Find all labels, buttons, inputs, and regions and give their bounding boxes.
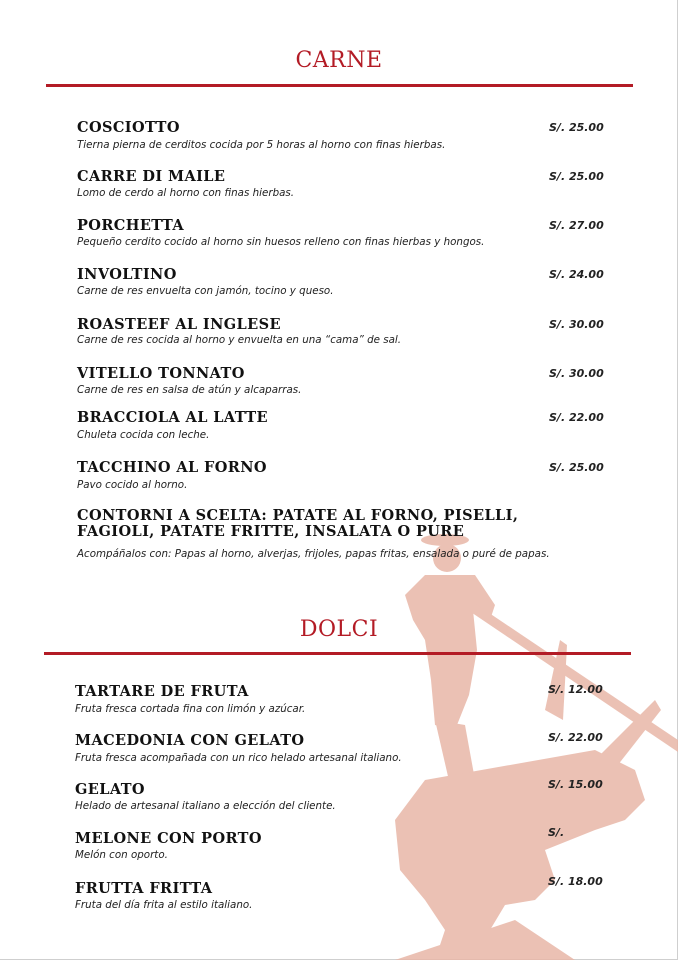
item-description: Pequeño cerdito cocido al horno sin huesos relleno con finas hierbas y hongos. bbox=[77, 236, 485, 248]
item-price: S/. 12.00 bbox=[548, 683, 603, 696]
contorni-title: CONTORNI A SCELTA: PATATE AL FORNO, PISELLI, FAGIOLI, PATATE FRITTE, INSALATA O PURE bbox=[77, 507, 519, 540]
item-name: CARRE DI MAILE bbox=[77, 168, 226, 185]
item-name: ROASTEEF AL INGLESE bbox=[77, 316, 281, 333]
item-name: MACEDONIA CON GELATO bbox=[75, 732, 305, 749]
item-description: Fruta fresca acompañada con un rico helado artesanal italiano. bbox=[75, 752, 402, 764]
item-description: Carne de res en salsa de atún y alcaparras. bbox=[77, 384, 302, 396]
item-price: S/. 22.00 bbox=[548, 731, 603, 744]
item-price: S/. 15.00 bbox=[548, 778, 603, 791]
item-name: MELONE CON PORTO bbox=[75, 830, 262, 847]
item-name: TARTARE DE FRUTA bbox=[75, 683, 249, 700]
item-name: COSCIOTTO bbox=[77, 119, 180, 136]
section-divider bbox=[44, 652, 631, 655]
item-description: Melón con oporto. bbox=[75, 849, 168, 861]
item-price: S/. 25.00 bbox=[549, 461, 604, 474]
item-price: S/. 30.00 bbox=[549, 367, 604, 380]
item-name: INVOLTINO bbox=[77, 266, 177, 283]
item-description: Fruta fresca cortada fina con limón y azúcar. bbox=[75, 703, 306, 715]
item-name: PORCHETTA bbox=[77, 217, 184, 234]
item-price: S/. 24.00 bbox=[549, 268, 604, 281]
item-description: Helado de artesanal italiano a elección del cliente. bbox=[75, 800, 336, 812]
item-name: BRACCIOLA AL LATTE bbox=[77, 409, 269, 426]
item-price: S/. bbox=[548, 826, 565, 839]
item-price: S/. 22.00 bbox=[549, 411, 604, 424]
section-title-carne: CARNE bbox=[295, 48, 383, 73]
item-description: Carne de res cocida al horno y envuelta en una “cama” de sal. bbox=[77, 334, 402, 346]
section-title-dolci: DOLCI bbox=[299, 617, 379, 642]
item-price: S/. 25.00 bbox=[549, 170, 604, 183]
item-description: Tierna pierna de cerditos cocida por 5 horas al horno con finas hierbas. bbox=[77, 139, 446, 151]
section-divider bbox=[46, 84, 633, 87]
item-description: Fruta del día frita al estilo italiano. bbox=[75, 899, 253, 911]
item-name: VITELLO TONNATO bbox=[77, 365, 245, 382]
item-name: FRUTTA FRITTA bbox=[75, 880, 213, 897]
item-price: S/. 27.00 bbox=[549, 219, 604, 232]
item-description: Lomo de cerdo al horno con finas hierbas. bbox=[77, 187, 295, 199]
gondolier-silhouette-icon bbox=[395, 520, 678, 960]
item-description: Carne de res envuelta con jamón, tocino y queso. bbox=[77, 285, 334, 297]
item-price: S/. 25.00 bbox=[549, 121, 604, 134]
item-name: GELATO bbox=[75, 781, 145, 798]
item-price: S/. 18.00 bbox=[548, 875, 603, 888]
item-name: TACCHINO AL FORNO bbox=[77, 459, 267, 476]
item-price: S/. 30.00 bbox=[549, 318, 604, 331]
item-description: Pavo cocido al horno. bbox=[77, 479, 188, 491]
contorni-description: Acompáñalos con: Papas al horno, alverjas, frijoles, papas fritas, ensalada o puré de papas. bbox=[77, 548, 550, 560]
item-description: Chuleta cocida con leche. bbox=[77, 429, 210, 441]
